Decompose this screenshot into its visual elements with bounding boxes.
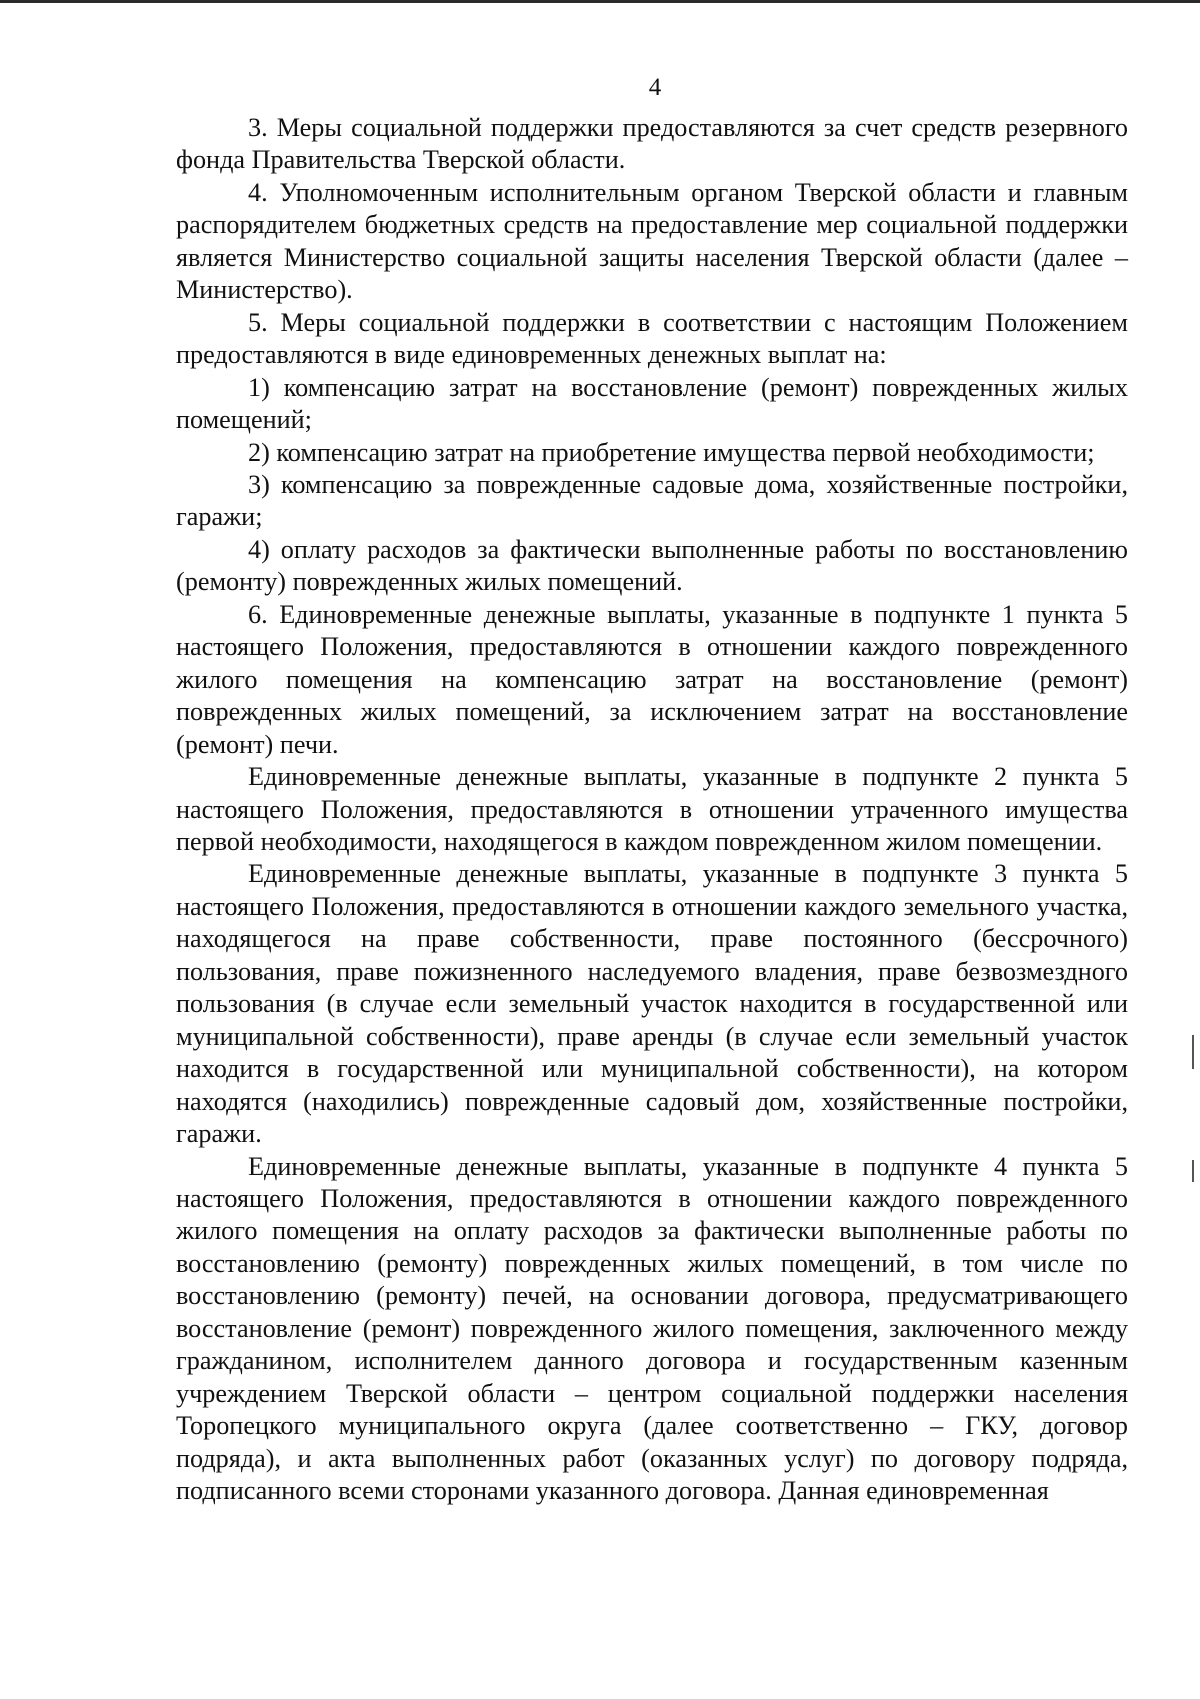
paragraph-6-subpoint-3: Единовременные денежные выплаты, указанные в подпункте 3 пункта 5 настоящего Положения, предоставляются в отношении каждого земельного участка, находящегося на праве собственности, праве постоянного (бессрочного) пользования, праве пожизненного наследуемого владения, праве безвозмездного пользования (в случае если земельный участок находится в государственной или муниципальной собственности), праве аренды (в случае если земельный участок находится в государственной или муниципальной собственности), на котором находятся (находились) поврежденные садовый дом, хозяйственные постройки, гаражи. xyxy=(176,859,1128,1149)
margin-scan-mark-lower xyxy=(1192,1160,1194,1182)
document-body xyxy=(176,112,1128,1507)
subitem-5-4: 4) оплату расходов за фактически выполненные работы по восстановлению (ремонту) поврежденных жилых помещений. xyxy=(176,534,1128,597)
subitem-5-1: 1) компенсацию затрат на восстановление (ремонт) поврежденных жилых помещений; xyxy=(176,372,1128,435)
page-number: 4 xyxy=(648,74,662,101)
subitem-5-3: 3) компенсацию за поврежденные садовые дома, хозяйственные постройки, гаражи; xyxy=(176,469,1128,532)
paragraph-5: 5. Меры социальной поддержки в соответствии с настоящим Положением предоставляются в виде единовременных денежных выплат на: xyxy=(176,307,1128,370)
paragraph-6-subpoint-2: Единовременные денежные выплаты, указанные в подпункте 2 пункта 5 настоящего Положения, предоставляются в отношении утраченного имущества первой необходимости, находящегося в каждом поврежденном жилом помещении. xyxy=(176,762,1128,856)
paragraph-6: 6. Единовременные денежные выплаты, указанные в подпункте 1 пункта 5 настоящего Положения, предоставляются в отношении каждого поврежденного жилого помещения на компенсацию затрат на восстановление (ремонт) поврежденных жилых помещений, за исключением затрат на восстановление (ремонт) печи. xyxy=(176,599,1128,759)
scan-top-edge xyxy=(0,0,1200,3)
paragraph-6-subpoint-4: Единовременные денежные выплаты, указанные в подпункте 4 пункта 5 настоящего Положения, предоставляются в отношении каждого поврежденного жилого помещения на оплату расходов за фактически выполненные работы по восстановлению (ремонту) поврежденных жилых помещений, в том числе по восстановлению (ремонту) печей, на основании договора, предусматривающего восстановление (ремонт) поврежденного жилого помещения, заключенного между гражданином, исполнителем данного договора и государственным казенным учреждением Тверской области – центром социальной поддержки населения Торопецкого муниципального округа (далее соответственно – ГКУ, договор подряда), и акта выполненных работ (оказанных услуг) по договору подряда, подписанного всеми сторонами указанного договора. Данная единовременная xyxy=(176,1151,1128,1506)
subitem-5-2: 2) компенсацию затрат на приобретение имущества первой необходимости; xyxy=(248,437,1095,467)
paragraph-3: 3. Меры социальной поддержки предоставляются за счет средств резервного фонда Правительства Тверской области. xyxy=(176,113,1128,175)
paragraph-4: 4. Уполномоченным исполнительным органом Тверской области и главным распорядителем бюджетных средств на предоставление мер социальной поддержки является Министерство социальной защиты населения Тверской области (далее – Министерство). xyxy=(176,177,1128,305)
margin-scan-mark-upper xyxy=(1192,1035,1194,1069)
